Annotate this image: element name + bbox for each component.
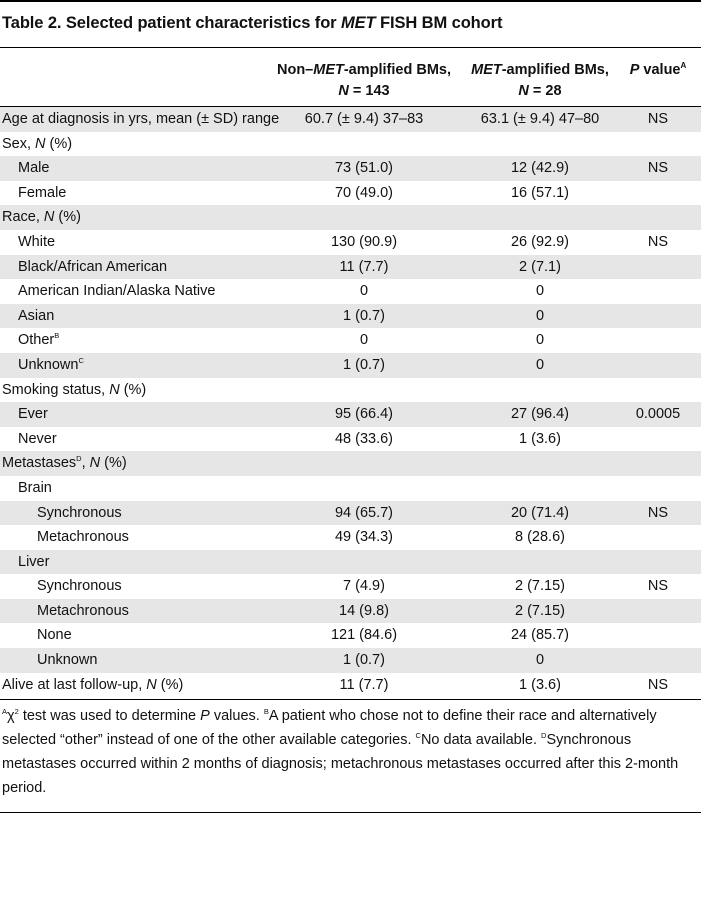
column-header-met: MET-amplified BMs, N = 28 [471,62,609,99]
table-row-white: White 130 (90.9) 26 (92.9) NS [18,233,669,250]
table-row-metastases: Metastases$^D$, N (%) [0,451,701,476]
table-row-never: Never 48 (33.6) 1 (3.6) [18,430,561,447]
table-body [0,107,701,700]
table-row-smoking: Smoking status, N (%) [2,381,147,398]
table-row-brain: Brain [18,479,52,496]
column-header-p-value: P value$^A$ [629,61,687,78]
end-rule [0,812,701,813]
table-row-native: American Indian/Alaska Native 0 0 [18,283,545,300]
header-rule-top [0,47,701,48]
table-row-male: Male 73 (51.0) 12 (42.9) NS [0,156,701,181]
table-row-liver: Liver [0,550,701,575]
table-row-other: Other$^B$ 0 0 [18,331,545,349]
table-row-alive: Alive at last follow-up, N (%) 11 (7.7) 1 (3.6) NS [2,676,669,693]
table-row-female: Female 70 (49.0) 16 (57.1) [18,184,570,201]
table-row-sex: Sex, N (%) [2,135,73,152]
table-row-race: Race, N (%) [0,205,701,230]
table-title: Table 2. Selected patient characteristics for MET FISH BM cohort [2,14,503,32]
table-footnotes: $^A\chi^2$ test was used to determine P values. $^B$A patient who chose not to define their race and alternatively selected “other” instead of one of the other available categories. $^C$No data available. $^D$Synchronous metastases occurred within 2 months of diagnosis; metachronous metastases occurred after this 2-month period. [2,707,679,796]
table-row-liver-unknown: Unknown 1 (0.7) 0 [0,648,701,673]
table-row-liver-metachronous: Metachronous 14 (9.8) 2 (7.15) [0,599,701,624]
table-row-ever: Ever 95 (66.4) 27 (96.4) 0.0005 [0,402,701,427]
table-row-unknown-race: Unknown$^C$ 1 (0.7) 0 [0,353,701,378]
table-row-asian: Asian 1 (0.7) 0 [0,304,701,329]
table-row-age: Age at diagnosis in yrs, mean (± SD) range 60.7 (± 9.4) 37–83 63.1 (± 9.4) 47–80 NS [0,107,701,132]
table-row-liver-none: None 121 (84.6) 24 (85.7) [37,627,570,644]
top-rule [0,0,701,2]
table-row-black: Black/African American 11 (7.7) 2 (7.1) [0,255,701,280]
table-bottom-rule [0,699,701,700]
table-row-liver-synchronous: Synchronous 7 (4.9) 2 (7.15) NS [37,578,669,595]
table-row-brain-metachronous: Metachronous 49 (34.3) 8 (28.6) [37,529,565,546]
table-row-brain-synchronous: Synchronous 94 (65.7) 20 (71.4) NS [0,501,701,526]
column-header-non-met: Non–MET-amplified BMs, N = 143 [276,62,451,99]
